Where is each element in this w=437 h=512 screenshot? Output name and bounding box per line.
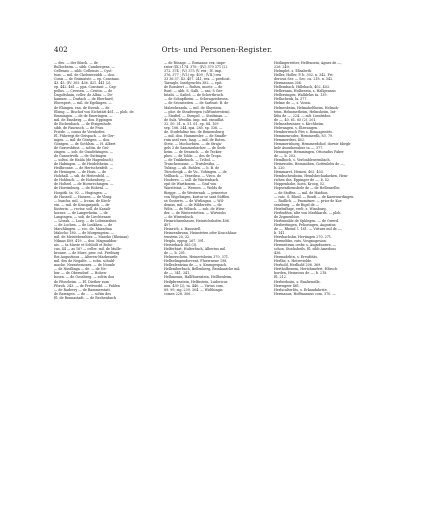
register-entry-line: — Stadtel. — Stenpel. — Stedtman. — — [164, 113, 228, 118]
register-entry-line: Wilts. — de Wilisch. — sob. de Wüss- — [164, 206, 226, 211]
register-entry-line: — Radlich. — Paumitner. — prior de Kos- — [274, 198, 343, 203]
register-entry-line: mil. de Emsberg. — dou. Eppingen — [54, 117, 113, 122]
page-number: 402 — [54, 45, 68, 54]
register-entry-line: de —, 40. 61. 65 (2). 201. — [274, 117, 317, 122]
register-entry-line: Heller, Holler, F. b. 302. n. 342. Fri- — [274, 73, 334, 78]
register-entry-line: Heinzenbrunn, Heinsteten oder Kracshhau- — [164, 230, 238, 235]
register-entry-line: Malzwhranda. — mil. de Slaystein. — [164, 105, 223, 110]
register-entry-line: Hemlboch, s. Verlonbleseembach. — [274, 158, 331, 163]
register-entry-line: Herhold, Herlhold 208. 369. — [274, 263, 322, 268]
register-entry-line: 376, 377 ; (VI.) ep. 409 ; (VII.) rex — [164, 73, 221, 78]
register-entry-line: heim. — de Swarach. — de Teckes- — [164, 150, 223, 155]
register-entry-line: — de Radevry — de Rammerstatt. — [54, 287, 111, 292]
register-entry-line: Helme de —, s. Vosen. — [274, 101, 312, 106]
register-entry-line: Marchlingen. — ecc. de. Maradina — [54, 226, 112, 231]
register-entry-line: Elsing. — Bischof von Eichstätt 461. — plob. de — [54, 109, 134, 114]
register-entry-line: Herbertingen, Pehoringen, Augustus — [274, 222, 336, 227]
register-entry-line: Niknas 409, 419. — dou. Magnuddon- — [54, 239, 118, 244]
register-entry-line: Herlscalterlits, s. Erkaudahrste. — [274, 287, 328, 292]
register-entry-line: de —, Rheinf. l. 161. — Virtues mil de —, — [274, 226, 343, 231]
register-entry-line: — de Wissenbsch. — [164, 214, 195, 219]
register-entry-line: hornes. — de Langerheim. — de — [54, 210, 108, 215]
register-entry-line: bitabi. — Sailed. — de Schertbruch. — [164, 93, 224, 98]
register-entry-line: Helmerschein, Heinertsheim 370. 371. — [164, 255, 230, 260]
register-entry-line: phes. — de Toble. — des de Tropa. — [164, 154, 222, 159]
register-entry-line: dericus Ser. — Sec. ca. 218. n. 342. — [274, 77, 334, 82]
register-entry-line: Friede. — conus de Vornhofen. — [54, 129, 106, 134]
register-entry-line: sensburg. — de Rigel de — — [274, 202, 320, 207]
register-entry-line: Herbsnnlde de Sphlegen. — de Gwerd. — [274, 218, 340, 223]
register-entry-line: de Zrgmenlüse. — [274, 214, 301, 219]
register-entry-line: 89. 99, sig. 239. 304. — Wülthingis — [164, 287, 223, 292]
register-entry-line: — soltin. de Haüla (de Hagenbuch) — [54, 158, 113, 163]
register-entry-line: Hellacheuk, la. 377. — [274, 97, 308, 102]
register-entry-line: de Heningen. — de Horn. — de — [54, 170, 107, 175]
register-entry-line: richen dos. Eppinger de —, b. 52. — [274, 178, 331, 183]
register-entry-line: de Holtzel. — de Hornrechingen. — — [54, 182, 114, 187]
register-entry-line: Hemmaret, Hemen, 402. 403. — [274, 170, 324, 175]
register-entry-line: 436. — [274, 251, 282, 256]
register-entry-line: Heiserbach 365 (3). — [164, 243, 198, 248]
register-entry-line: Hellernam, Hulbesein, s. Hallgennus — [274, 89, 336, 94]
register-entry-line: Hermsitrum orsbr. s. Augsduntwe. — — [274, 243, 337, 248]
register-entry-line: Pforzh. 243. — de Prettweibl. — Pahlen — [54, 283, 120, 288]
register-entry-line: Hermeldse, rats. Vosgnogesion. — [274, 239, 327, 244]
page-title: Orts- und Personen-Register. — [161, 45, 273, 54]
register-entry-line: El. de Rennastadt. — de Rechenbuch — [54, 295, 116, 300]
register-column-2 — [164, 61, 271, 296]
register-entry-line: bronne. — de Mure, pror. col. Freiburg — [54, 251, 120, 256]
register-column-1 — [54, 61, 161, 300]
register-entry-line: Eberspert. — mil. de Egelingen. — — [54, 101, 112, 106]
register-entry-line: de Rawagen. — de … — soltin des — [54, 291, 111, 296]
register-entry-line: kele Avouihenshue in —, 377. — [274, 145, 324, 150]
register-entry-line: Helmesbeim, Helmaheltheim, Helmoh- — [274, 105, 339, 110]
register-entry-line: der. — de Winterstetten. — Wirwiohs — [164, 210, 226, 215]
register-entry-line: Stetz. — Mochorbien. — de Straja- — [164, 141, 222, 146]
register-entry-line: tenstein 20, 32. — [164, 235, 191, 240]
register-entry-line: de Gunsetruth. — de Guttingen — [54, 154, 107, 159]
page-header — [54, 44, 380, 56]
register-entry-line: b. 220. — [274, 166, 286, 171]
register-entry-line: Dagoltshain, celler. de Albia. — De- — [54, 93, 114, 98]
register-entry-line: demas, mil. — de Wilderetts. — de — [164, 202, 222, 207]
register-entry-line: Hermannus 356. — [274, 81, 302, 86]
register-entry-line: 33 36 37. 43. 457. 241, rex. — predicat. — [164, 77, 231, 82]
register-entry-line: Conis — de Grämatstr. — ep. Constanz. — [54, 77, 120, 82]
register-entry-line: Heilingerreiter, Helfensein, Agnes de —, — [274, 61, 342, 65]
register-entry-line: Herrugeer 461. — [274, 283, 301, 288]
register-entry-line: Herlhe, s. Hetrevielde. — [274, 259, 313, 264]
register-entry-line: ingen. — mil. de Göntgen. — dou. — [54, 137, 111, 142]
register-entry-line: — de Secnsteiten. — de Sarbust. B. de — [164, 101, 229, 106]
register-entry-line: teim, Helmmetheim, Helmsheim, Int- — [274, 109, 337, 114]
register-entry-line: tum. — mil. de Chelenweiddi — dou. — [54, 73, 115, 78]
register-entry-line: 32. 50. 51. n. 51. 61. ep. 84. 109 — [164, 121, 219, 126]
register-entry-line: hamuer. — Durlach — de Eberhard, — [54, 97, 114, 102]
register-entry-line: Hoobern. — soll. de Wartenbach. — [164, 178, 220, 183]
register-entry-line: borden, Heinricus de —, b. 218. — [274, 271, 328, 276]
register-entry-line: — de Stoffen. — mil. de Haidion. — [274, 190, 329, 195]
register-entry-line: — ratc. S. Blasil. — Bosdi — de Kaenwurdingen. — [274, 194, 355, 199]
register-entry-line: Cellensis — sibb. Cellensis — Cyst- — [54, 69, 113, 74]
register-entry-line: schon. Stocksheils, El. sibb Amedous — [274, 247, 336, 252]
register-entry-line: Hemmerdeei, 402. — [274, 137, 306, 142]
register-entry-line: Türscheigk — de Vu.. Vohingen. — de — [164, 170, 227, 175]
register-entry-line: comes 228. 306 ... — [164, 291, 195, 296]
register-entry-line: Heiplo, eppsg. 267. 391. — [164, 239, 205, 244]
register-entry-line: de Rossbert — Rultzu, moetr. — de — [164, 85, 223, 90]
register-entry-line: Hemmenrodez, Hemmerdh, 83. 79. — [274, 133, 334, 138]
register-entry-line: ein. — mil. de Krasgaspath. — de — [54, 202, 110, 207]
register-entry-line: pellus. — Cressen. — Cristin. — de — [54, 89, 113, 94]
register-entry-line: de Hohbuch. — de Hohenberg. — — [54, 178, 111, 183]
register-entry-line: Helleelingendorvent, Fluerrnene 198. — [164, 259, 228, 264]
register-entry-line: de Graveshfust. — soltin. de Grö- — [54, 145, 110, 150]
register-entry-line: Heilbronne. — de Hertschenfelt. — — [54, 166, 113, 171]
register-entry-line: sibb. de Faurnsch. — de Frau — [54, 125, 104, 130]
register-entry-line: Tarraglo. Inselgruchts 382. — epit. — [164, 81, 223, 86]
register-entry-line: — buscha. mil. — Ircam. de Kirch- — [54, 198, 112, 203]
register-entry-line: Hermanus, Hoffmannus com. 370. — — [274, 291, 336, 296]
register-entry-line: epit de Wartbosem. — Graf von — [164, 182, 217, 187]
register-entry-line: bosen. — de Oossberg. — soltin dou — [54, 275, 115, 280]
register-column-3 — [274, 61, 381, 296]
register-entry-line: — des. — der Bösch. — de — [54, 61, 98, 65]
register-entry-line: Heilpbrenstein, Helfnstein, Ludovicus — [164, 279, 228, 284]
register-entry-line: de —, b. 203. — [274, 154, 297, 159]
register-entry-line: Heinrichsenhauer, Heinrichshofen 406. — [164, 218, 230, 223]
register-entry-line: rator (IX.) 174. 376 ; (IV.) 370 371 (2). — [164, 65, 228, 70]
register-entry-line: Heinrich, s. Hausstell. — [164, 226, 202, 231]
register-entry-line: Helwangen, s. Elzwangen. — [274, 125, 319, 130]
register-entry-line: Kutterin. — rector. soll. de Kanali- — [54, 206, 112, 211]
register-entry-line: Göntgen. — de Gothlsm. — H. Albert — [54, 141, 116, 146]
register-entry-line: cus, 44 — as 16? — celler. mil. de Mulle- — [54, 247, 122, 252]
register-entry-line: 43. 45. (IV. 305. 436. 421. 441 (2). — [54, 81, 112, 86]
register-entry-line: Hembscheuboiin, Hemlshechadaeken, Hem- — [274, 174, 349, 179]
register-entry-line: El. Führregi de Geispach. — de Ger- — [54, 133, 115, 138]
register-entry-line: von Wigelisigen, kurtur se sant Süfflen. — [164, 194, 231, 199]
register-entry-line: gels 3 de Sammesbacher. — de Seeh- — [164, 145, 227, 150]
register-entry-line: Helhmenin, Hallfhurnstein, Hellheuleim, — [164, 275, 233, 280]
register-entry-line: de —, 341. 341. — [164, 271, 191, 276]
register-entry-line: — de Lochen. — de Loukhen. — de — [54, 222, 113, 227]
register-entry-line: Holzhall. — sib. de Heitenfeld. — — [54, 174, 110, 179]
register-entry-line: de Husseil. — Hussen. — de Vbsig. — [54, 194, 113, 199]
register-entry-line: Herbsdfun, alte von Marhkards. — plob. — [274, 210, 342, 215]
register-entry-line: de Pforzheim. — El. Diether zum — [54, 279, 109, 284]
register-entry-line: Helleniberbach, Bellenberg, Reinbaatche mil. — [164, 267, 241, 272]
register-entry-line: rum usel ewa; lang. — mil. de Roten. — [164, 137, 226, 142]
register-entry-line: Hermsdehtn, s. Ereufötäs. — [274, 255, 319, 260]
register-entry-line: El. 212. — [274, 275, 287, 280]
register-entry-line: Hemberreuch Pirs s. Ronnagenitts. — [274, 129, 333, 134]
register-entry-line: de Horrimburg. — de Hohenl. — — [54, 186, 109, 191]
register-entry-line: Hemmerisboeg, Hemmerdohof, dorwir bbegb- — [274, 141, 352, 146]
register-entry-line: — de Trakkebuch. — Tribol. — — [164, 158, 216, 163]
register-entry-line: mil. des de Negalte. — sohn. schuld- — [54, 259, 116, 264]
register-entry-line: mache. Nerastemones. — de Nounle — [54, 263, 116, 268]
register-entry-line: sep. 106. 244. spa. 285. sp. 336. — — [164, 125, 223, 130]
register-entry-line: de Ehingen. ran. de Eswab. — de — [54, 105, 110, 110]
register-entry-line: bur. — de Oberndorf. — Hohen- — [54, 271, 107, 276]
register-entry-line: de Habingen. — de Heidelsheim. — — [54, 162, 114, 167]
register-entry-line: 226. 249. — [274, 65, 290, 70]
register-entry-line: Tubing. — ab. Bohlen. — b. B. de — [164, 166, 220, 171]
register-entry-line: Hellembach, Hillebach, 402. 403. — [274, 85, 331, 90]
register-entry-line: mil. de Meistelwashter. — Marzho (Rheinau) — [54, 235, 129, 240]
register-entry-line: Helmsebrunner, s. Kirchheim. — [274, 121, 325, 126]
register-entry-line: de Sulz. Wentlin. imp. mil. ensudlat. — [164, 117, 225, 122]
register-entry-line: liths de —, 224. — mlt. Lienfriden — [274, 113, 331, 118]
register-entry-line: — de Rösage. — Romanor. rex, impe- — [164, 61, 226, 65]
register-entry-line: Langingen. — sob. de Liechtenaw. — [54, 214, 112, 219]
register-entry-line: b. 141. — [274, 230, 286, 235]
register-entry-line: Helferbart, Hulterbach, Albertus mil. — [164, 247, 227, 252]
register-entry-line: de Eschenbach. — de Etzigenhofe. — [54, 121, 112, 126]
register-entry-line: Heirbsfhige, vrelt, s. Winsburg. — [274, 206, 327, 211]
register-entry-line: Vellbach. — Venedisu. — Virco. de — [164, 174, 222, 179]
register-entry-line: Helleslentzina de —, s. Kromgespach. — [164, 263, 228, 268]
register-entry-line: Rust. — abb. S. Galli. — ran. S Ger- — [164, 89, 224, 94]
register-entry-line: — de Niedlinga — de. — de Ne- — [54, 267, 107, 272]
register-entry-line: — de Schupfheim. — Schwageisbronn. — [164, 97, 229, 102]
register-entry-line: Hopsenthemsbele de — de Hellenselbe. — [274, 186, 341, 191]
register-entry-line: Herberhoiin, s. Bualirmelle. — [274, 279, 321, 284]
register-entry-line: Hospith. ta. 92. — Hugingen. — — [54, 190, 108, 195]
register-entry-line: de —, b. 201. — [164, 251, 187, 256]
register-entry-line: Hellersingen, Walldelus ta. 139. — [274, 93, 328, 98]
register-entry-line: Hoppenhobe, hoen, Kroog, 52. — [274, 182, 326, 187]
register-entry-line: Bulloebeim. — sibb. Cambergens. — — [54, 65, 115, 70]
register-entry-line: mm. 439 (2), ta. 440. — Virtus com. — [164, 283, 224, 288]
register-entry-line: zingen. — sob. de Gundelsingen. — — [54, 150, 113, 155]
register-entry-line: ais. — ta Muste et Schloilt et Bolsi- — [54, 243, 113, 248]
register-entry-line: de. Studelalinz tuu. de Remensburg — [164, 129, 224, 134]
register-entry-line: — Löwah. — Lorg. — de Lobenwaher. — [54, 218, 117, 223]
register-entry-line: Hersbachsbn, Hertingen 270. 271. — [274, 235, 333, 240]
register-entry-line: Biegge. — de Westernah. — prineetor — [164, 190, 228, 195]
register-entry-line: Warsttstat. — Wernen. — Wolds de — [164, 186, 223, 191]
register-entry-line: Henninger, Hemmingen, Ottoradus Faber — [274, 150, 344, 155]
register-entry-line: — mil. dou. Hammesler. — de Smafle- — [164, 133, 228, 138]
register-entry-line: — plor. de Stradwegen (ulWunterstein). — [164, 109, 231, 114]
register-entry-line: Malocho 180. — de Morgengeim. — — [54, 230, 114, 235]
register-entry-line: Emmingen. — de de Emeringen. — — [54, 113, 113, 118]
register-entry-line: 407. — [164, 222, 172, 227]
register-entry-line: ep. 442. 461 — ppa. Constant — Cap- — [54, 85, 117, 90]
register-entry-line: Hemerodei, Hemmoben, Gottenlebs de —, — [274, 162, 345, 167]
register-entry-line: se Gosterts. — de Wirlingau. — Wil- — [164, 198, 224, 203]
register-entry-line: Hertholbenem, Hertzhmrfert, Hlirsch- — [274, 267, 339, 272]
register-entry-line: Helmplet, s. Elisabeth. — [274, 69, 313, 74]
register-entry-line: 372. 374 ; (V.) 373 (V. rex ; IV. imp. — [164, 69, 223, 74]
register-entry-line: Rei Augustinus — Alteren-Markwarde — [54, 255, 118, 260]
register-entry-line: Truncheuszine. — Trutslesthu. — — [164, 162, 220, 167]
